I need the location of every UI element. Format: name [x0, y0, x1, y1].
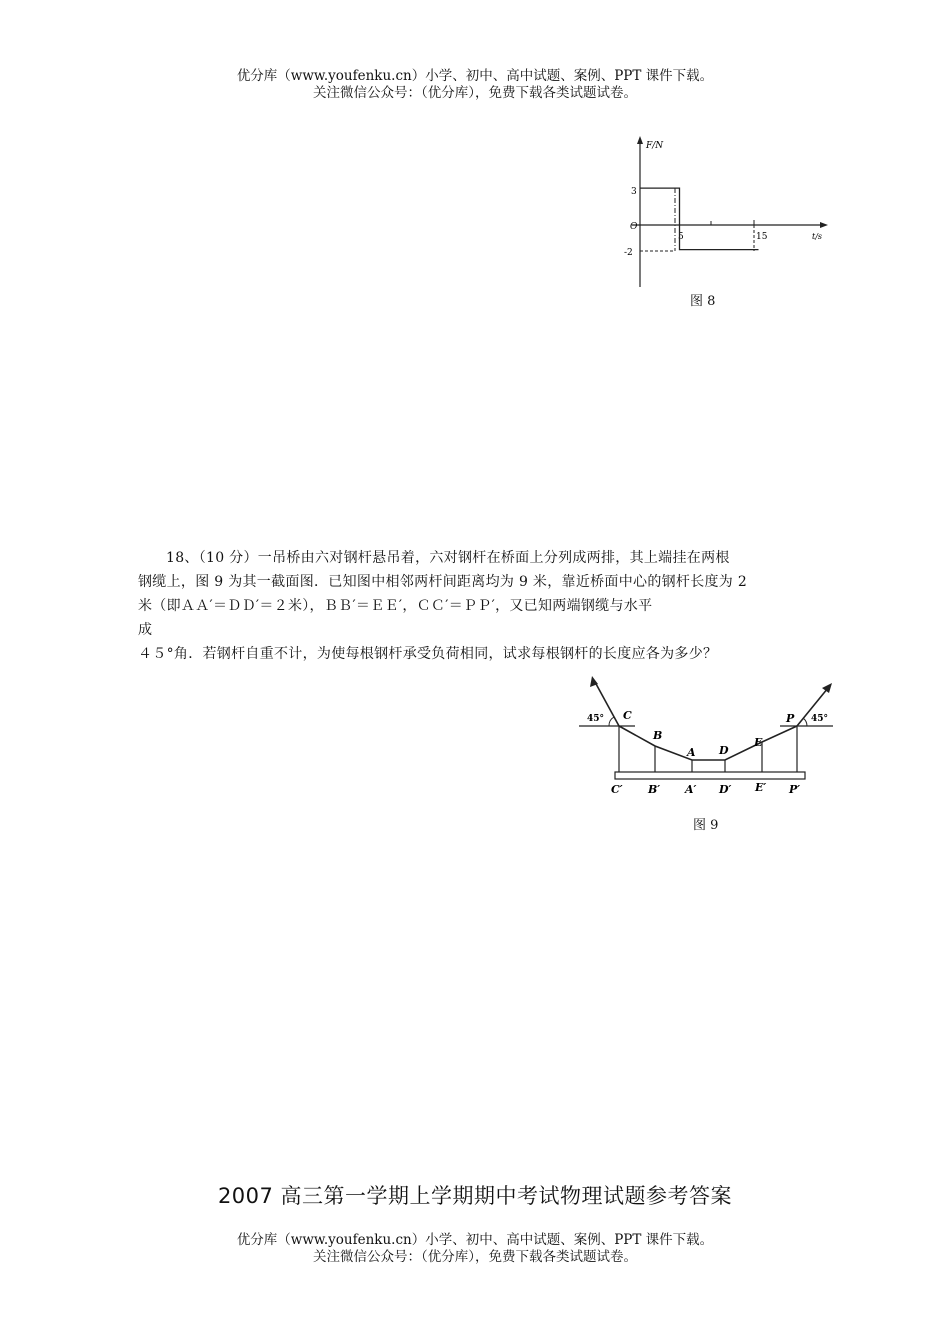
series-line-force — [640, 188, 759, 250]
y-axis-arrow — [637, 136, 643, 144]
header-line-2: 关注微信公众号：（优分库），免费下载各类试题试卷。 — [313, 85, 637, 101]
point-label-b-prime: B′ — [648, 783, 661, 796]
figure-9-bridge-diagram — [575, 672, 840, 804]
point-label-b: B — [653, 729, 663, 742]
x-tick-label-15: 15 — [756, 232, 768, 242]
question-18 — [138, 546, 840, 666]
question-18-line-3: 米（即ＡＡ′＝ＤＤ′＝２米），ＢＢ′＝ＥＥ′，ＣＣ′＝ＰＰ′，又已知两端钢缆与水平 — [138, 598, 653, 614]
page-header — [0, 68, 950, 102]
point-label-d: D — [719, 744, 729, 757]
answers-title: 2007 高三第一学期上学期期中考试物理试题参考答案 — [217, 1184, 733, 1208]
footer-line-2: 关注微信公众号：（优分库），免费下载各类试题试卷。 — [313, 1249, 637, 1265]
point-label-c-prime: C′ — [611, 783, 623, 796]
right-angle-arc — [803, 718, 807, 726]
y-axis-label: F/N — [646, 141, 664, 151]
question-18-line-2: 钢缆上，图 9 为其一截面图．已知图中相邻两杆间距离均为 9 米，靠近桥面中心的钢杆长度为 2 — [138, 574, 748, 590]
x-axis-label: t/s — [812, 232, 823, 241]
question-18-line-1: 18、（10 分）一吊桥由六对钢杆悬吊着，六对钢杆在桥面上分列成两排，其上端挂在两根 — [166, 550, 730, 566]
point-label-d-prime: D′ — [719, 783, 732, 796]
y-tick-label-3: 3 — [631, 187, 637, 197]
header-line-1: 优分库（www.youfenku.cn）小学、初中、高中试题、案例、PPT 课件下载。 — [236, 68, 714, 84]
point-label-a: A — [687, 746, 696, 759]
point-label-e-prime: E′ — [755, 781, 767, 794]
footer-line-1: 优分库（www.youfenku.cn）小学、初中、高中试题、案例、PPT 课件下载。 — [236, 1232, 714, 1248]
point-label-e: E — [754, 736, 763, 749]
figure-9-caption: 图 9 — [693, 818, 719, 833]
question-18-line-4: 成 — [138, 622, 153, 638]
point-label-a-prime: A′ — [685, 783, 697, 796]
origin-label: O — [630, 222, 638, 232]
x-tick-label-5: 5 — [678, 232, 684, 242]
left-angle-arc — [609, 717, 614, 726]
bridge-deck — [615, 772, 805, 779]
figure-8-chart — [618, 132, 838, 292]
point-label-p: P — [786, 712, 795, 725]
cable — [619, 726, 797, 760]
y-tick-label-neg2: -2 — [624, 248, 633, 258]
page-footer — [0, 1232, 950, 1266]
point-label-p-prime: P′ — [789, 783, 801, 796]
right-cable-arrowhead — [822, 683, 832, 693]
left-angle-label: 45° — [587, 714, 605, 724]
x-axis-arrow — [820, 222, 828, 228]
right-angle-label: 45° — [811, 714, 829, 724]
point-label-c: C — [623, 709, 632, 722]
question-18-line-5: ４５°角．若钢杆自重不计，为使每根钢杆承受负荷相同，试求每根钢杆的长度应各为多少？ — [138, 646, 718, 662]
figure-8-caption: 图 8 — [690, 294, 716, 309]
